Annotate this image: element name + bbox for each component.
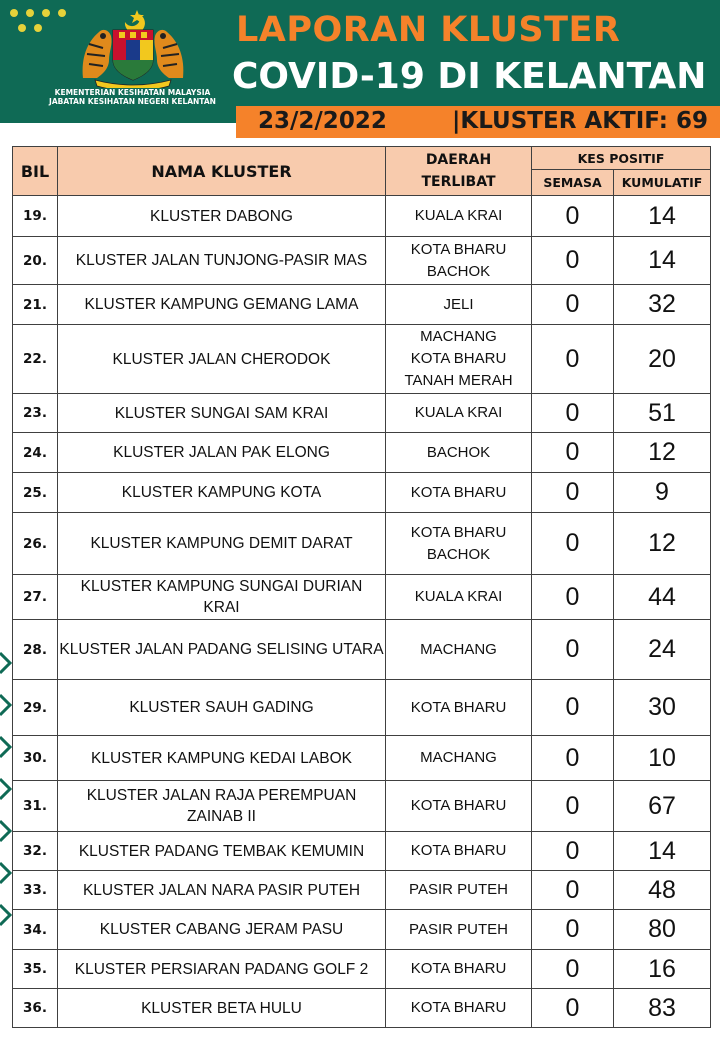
table-row (13, 237, 711, 285)
table-row (13, 736, 711, 781)
row-number: 33. (13, 871, 58, 910)
active-cluster-count: |KLUSTER AKTIF: 69 (452, 108, 708, 134)
cluster-name-line: KLUSTER KAMPUNG DEMIT DARAT (90, 535, 353, 552)
district-line: KOTA BHARU (410, 999, 507, 1016)
semasa-count: 0 (532, 433, 614, 473)
district (386, 433, 532, 473)
cluster-name (58, 394, 386, 433)
cluster-name-line: KLUSTER JALAN CHERODOK (112, 350, 331, 368)
cluster-name (58, 989, 386, 1028)
kumulatif-count: 10 (614, 736, 711, 781)
cluster-name (58, 196, 386, 237)
table-row (13, 910, 711, 950)
kumulatif-count: 9 (614, 473, 711, 513)
table-row (13, 832, 711, 871)
report-subtitle: COVID-19 DI KELANTAN (232, 56, 707, 97)
malaysia-coat-of-arms-icon (73, 8, 193, 88)
cluster-table (12, 146, 711, 1028)
row-number: 26. (13, 513, 58, 575)
semasa-count: 0 (532, 325, 614, 394)
header-banner (0, 0, 720, 123)
cluster-name (58, 736, 386, 781)
kumulatif-count: 67 (614, 781, 711, 832)
district-line: KOTA BHARU (410, 483, 507, 501)
header-kes-positif: KES POSITIF (532, 147, 711, 170)
row-number: 34. (13, 910, 58, 950)
district (386, 832, 532, 871)
kumulatif-count: 14 (614, 237, 711, 285)
cluster-name (58, 910, 386, 950)
district-line: TANAH MERAH (404, 372, 513, 389)
table-row (13, 196, 711, 237)
district-line: MACHANG (420, 640, 497, 658)
district-line: MACHANG (420, 749, 497, 766)
table-row (13, 781, 711, 832)
table-row (13, 989, 711, 1028)
district-line: KOTA BHARU (410, 797, 507, 814)
semasa-count: 0 (532, 910, 614, 950)
cluster-name-line: KLUSTER DABONG (150, 207, 293, 225)
row-number: 19. (13, 196, 58, 237)
kumulatif-count: 24 (614, 620, 711, 680)
semasa-count: 0 (532, 871, 614, 910)
cluster-name (58, 871, 386, 910)
kumulatif-count: 14 (614, 196, 711, 237)
table-row (13, 871, 711, 910)
header-daerah-terlibat: DAERAH TERLIBAT (386, 147, 532, 196)
row-number: 36. (13, 989, 58, 1028)
kumulatif-count: 20 (614, 325, 711, 394)
header-semasa: SEMASA (532, 170, 614, 196)
row-number: 32. (13, 832, 58, 871)
cluster-name-line: KLUSTER JALAN PAK ELONG (113, 444, 330, 461)
row-number: 29. (13, 680, 58, 736)
cluster-name-line: KLUSTER KAMPUNG GEMANG LAMA (84, 296, 359, 313)
district (386, 620, 532, 680)
row-number: 23. (13, 394, 58, 433)
semasa-count: 0 (532, 781, 614, 832)
cluster-name (58, 680, 386, 736)
district-line: PASIR PUTEH (409, 881, 508, 898)
cluster-name-line: KRAI (203, 599, 240, 616)
semasa-count: 0 (532, 736, 614, 781)
kumulatif-count: 14 (614, 832, 711, 871)
district-line: KOTA BHARU (410, 350, 507, 367)
cluster-name (58, 285, 386, 325)
cluster-name-line: KLUSTER PERSIARAN PADANG GOLF 2 (74, 960, 369, 978)
semasa-count: 0 (532, 680, 614, 736)
kumulatif-count: 12 (614, 513, 711, 575)
district-line: KOTA BHARU (410, 698, 507, 716)
district-line: KOTA BHARU (410, 960, 507, 977)
cluster-name (58, 781, 386, 832)
semasa-count: 0 (532, 237, 614, 285)
table-row (13, 620, 711, 680)
cluster-name-line: KLUSTER SAUH GADING (129, 699, 314, 716)
semasa-count: 0 (532, 620, 614, 680)
cluster-name (58, 575, 386, 620)
cluster-name-line: KLUSTER JALAN RAJA PEREMPUAN (86, 787, 357, 804)
table-row (13, 394, 711, 433)
district (386, 196, 532, 237)
cluster-name (58, 513, 386, 575)
cluster-name (58, 325, 386, 394)
row-number: 31. (13, 781, 58, 832)
district (386, 285, 532, 325)
cluster-name-line: KLUSTER BETA HULU (141, 999, 302, 1017)
district-line: KUALA KRAI (414, 404, 503, 421)
row-number: 25. (13, 473, 58, 513)
cluster-name (58, 473, 386, 513)
report-title: LAPORAN KLUSTER (236, 10, 621, 50)
kumulatif-count: 51 (614, 394, 711, 433)
semasa-count: 0 (532, 950, 614, 989)
table-body (13, 196, 711, 1028)
district-line: MACHANG (420, 328, 497, 345)
row-number: 30. (13, 736, 58, 781)
district-line: KUALA KRAI (414, 588, 503, 605)
semasa-count: 0 (532, 196, 614, 237)
row-number: 35. (13, 950, 58, 989)
cluster-name-line: KLUSTER CABANG JERAM PASU (99, 921, 344, 938)
cluster-name-line: KLUSTER KAMPUNG KEDAI LABOK (91, 749, 352, 767)
semasa-count: 0 (532, 989, 614, 1028)
header-nama-kluster: NAMA KLUSTER (58, 147, 386, 196)
district-line: BACHOK (426, 545, 491, 563)
kumulatif-count: 80 (614, 910, 711, 950)
kumulatif-count: 83 (614, 989, 711, 1028)
semasa-count: 0 (532, 575, 614, 620)
table-row (13, 513, 711, 575)
row-number: 28. (13, 620, 58, 680)
district (386, 473, 532, 513)
district-line: PASIR PUTEH (409, 920, 508, 938)
district-line: JELI (443, 295, 474, 313)
kumulatif-count: 32 (614, 285, 711, 325)
district (386, 237, 532, 285)
cluster-name (58, 237, 386, 285)
cluster-name-line: ZAINAB II (187, 808, 256, 825)
district (386, 325, 532, 394)
cluster-name-line: KLUSTER SUNGAI SAM KRAI (114, 404, 329, 422)
ministry-name: KEMENTERIAN KESIHATAN MALAYSIA (54, 88, 211, 97)
table-row (13, 680, 711, 736)
semasa-count: 0 (532, 513, 614, 575)
table-row (13, 285, 711, 325)
district (386, 513, 532, 575)
table-row (13, 433, 711, 473)
district (386, 575, 532, 620)
semasa-count: 0 (532, 832, 614, 871)
ministry-logo (40, 8, 225, 116)
district-line: KOTA BHARU (410, 842, 507, 859)
table-row (13, 473, 711, 513)
cluster-name-line: KLUSTER KAMPUNG KOTA (121, 484, 322, 501)
table-row (13, 575, 711, 620)
table-row (13, 325, 711, 394)
district (386, 871, 532, 910)
row-number: 22. (13, 325, 58, 394)
district (386, 950, 532, 989)
row-number: 21. (13, 285, 58, 325)
row-number: 24. (13, 433, 58, 473)
semasa-count: 0 (532, 394, 614, 433)
kumulatif-count: 16 (614, 950, 711, 989)
header-kumulatif: KUMULATIF (614, 170, 711, 196)
cluster-name-line: KLUSTER JALAN PADANG SELISING UTARA (59, 641, 384, 658)
department-name: JABATAN KESIHATAN NEGERI KELANTAN (49, 97, 216, 106)
kumulatif-count: 44 (614, 575, 711, 620)
cluster-name (58, 620, 386, 680)
row-number: 20. (13, 237, 58, 285)
report-date: 23/2/2022 (258, 108, 387, 134)
district (386, 781, 532, 832)
district-line: BACHOK (426, 262, 491, 280)
kumulatif-count: 30 (614, 680, 711, 736)
kumulatif-count: 48 (614, 871, 711, 910)
row-number: 27. (13, 575, 58, 620)
district (386, 680, 532, 736)
kumulatif-count: 12 (614, 433, 711, 473)
cluster-name-line: KLUSTER KAMPUNG SUNGAI DURIAN (80, 578, 363, 595)
district (386, 736, 532, 781)
cluster-name (58, 832, 386, 871)
district (386, 910, 532, 950)
cluster-name-line: KLUSTER PADANG TEMBAK KEMUMIN (78, 842, 365, 860)
semasa-count: 0 (532, 285, 614, 325)
cluster-name (58, 950, 386, 989)
cluster-name (58, 433, 386, 473)
district-line: KOTA BHARU (410, 523, 507, 541)
cluster-name-line: KLUSTER JALAN NARA PASIR PUTEH (82, 881, 361, 899)
cluster-name-line: KLUSTER JALAN TUNJONG-PASIR MAS (75, 252, 368, 269)
district (386, 394, 532, 433)
district-line: BACHOK (426, 443, 491, 461)
district (386, 989, 532, 1028)
semasa-count: 0 (532, 473, 614, 513)
header-bil: BIL (13, 147, 58, 196)
table-row (13, 950, 711, 989)
district-line: KOTA BHARU (410, 240, 507, 258)
district-line: KUALA KRAI (414, 207, 503, 224)
